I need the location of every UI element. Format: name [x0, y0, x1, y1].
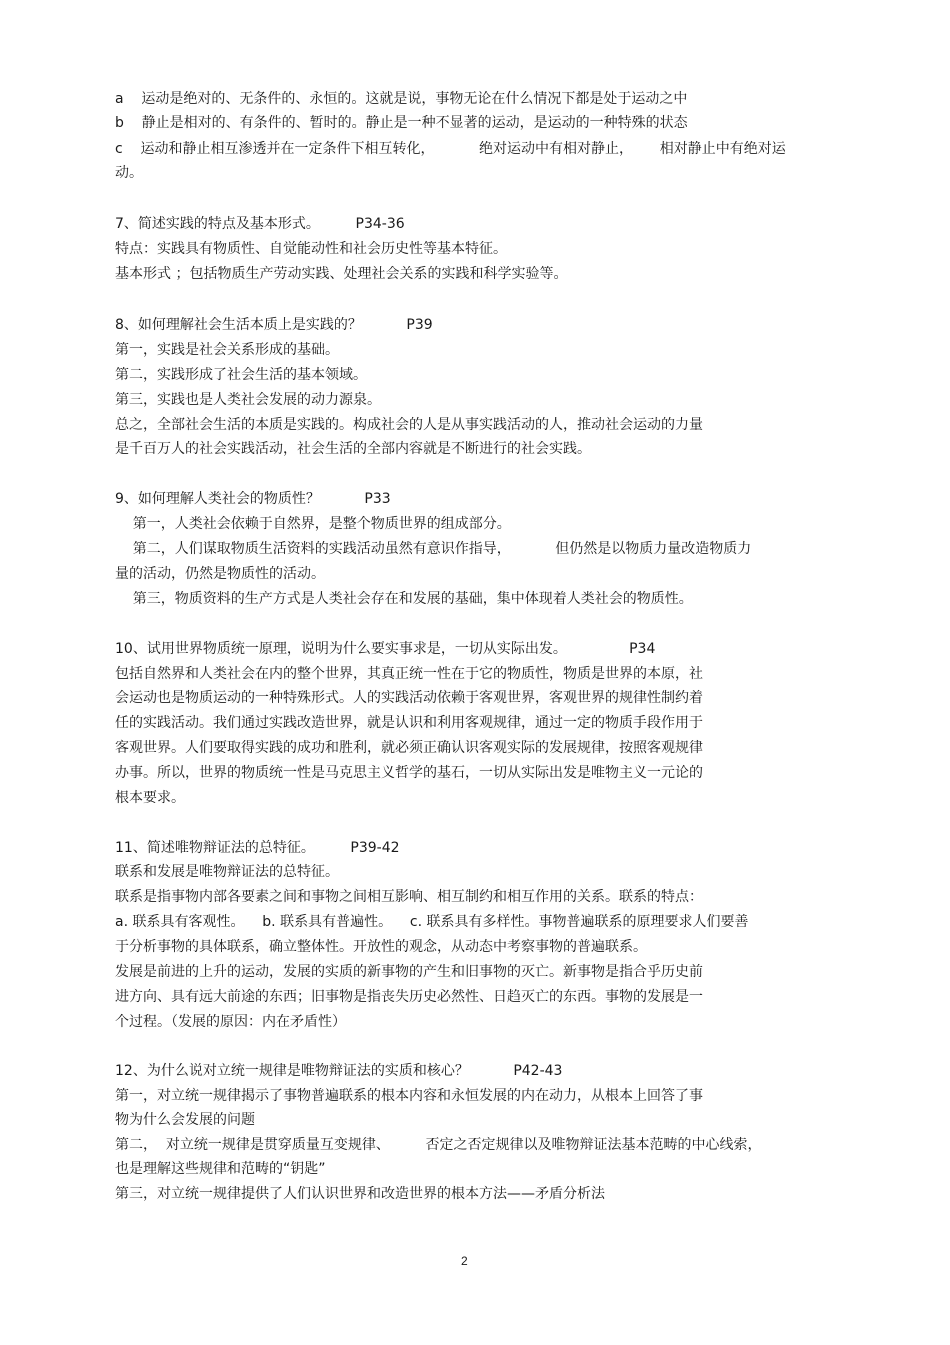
text-line: 第三，实践也是人类社会发展的动力源泉。: [115, 392, 381, 408]
question-heading: 12、为什么说对立统一规律是唯物辩证法的实质和核心？ P42-43: [115, 1063, 563, 1079]
text-line: 第二， 对立统一规律是贯穿质量互变规律、 否定之否定规律以及唯物辩证法基本范畴的中心线索，: [115, 1137, 762, 1153]
text-line: 是千百万人的社会实践活动，社会生活的全部内容就是不断进行的社会实践。: [115, 441, 591, 457]
text-line: 第一，对立统一规律揭示了事物普遍联系的根本内容和永恒发展的内在动力，从根本上回答了事: [115, 1088, 703, 1104]
text-line: 进方向、具有远大前途的东西；旧事物是指丧失历史必然性、日趋灭亡的东西。事物的发展是一: [115, 989, 703, 1005]
text-line: 联系和发展是唯物辩证法的总特征。: [115, 864, 339, 880]
text-line: 任的实践活动。我们通过实践改造世界，就是认识和利用客观规律，通过一定的物质手段作用于: [115, 715, 703, 731]
text-line: 第一，实践是社会关系形成的基础。: [115, 342, 339, 358]
text-line: 会运动也是物质运动的一种特殊形式。人的实践活动依赖于客观世界，客观世界的规律性制约着: [115, 690, 703, 706]
text-line: c 运动和静止相互渗透并在一定条件下相互转化， 绝对运动中有相对静止， 相对静止中有绝对运: [115, 141, 786, 157]
text-line: 包括自然界和人类社会在内的整个世界，其真正统一性在于它的物质性，物质是世界的本原，社: [115, 666, 703, 682]
text-line: 量的活动，仍然是物质性的活动。: [115, 566, 325, 582]
text-line: 特点：实践具有物质性、自觉能动性和社会历史性等基本特征。: [115, 241, 507, 257]
text-line: 客观世界。人们要取得实践的成功和胜利，就必须正确认识客观实际的发展规律，按照客观规律: [115, 740, 703, 756]
text-line: 办事。所以，世界的物质统一性是马克思主义哲学的基石，一切从实际出发是唯物主义一元论的: [115, 765, 703, 781]
text-line: 基本形式 ；包括物质生产劳动实践、处理社会关系的实践和科学实验等。: [115, 266, 568, 282]
text-line: 第二，人们谋取物质生活资料的实践活动虽然有意识作指导， 但仍然是以物质力量改造物质力: [115, 541, 752, 557]
question-heading: 9、如何理解人类社会的物质性？ P33: [115, 491, 391, 507]
question-heading: 10、试用世界物质统一原理，说明为什么要实事求是，一切从实际出发。 P34: [115, 641, 656, 657]
text-line: 发展是前进的上升的运动，发展的实质的新事物的产生和旧事物的灭亡。新事物是指合乎历史前: [115, 964, 703, 980]
text-line: a. 联系具有客观性。 b. 联系具有普遍性。 c. 联系具有多样性。事物普遍联系的原理要求人们要善: [115, 914, 749, 930]
text-line: a 运动是绝对的、无条件的、永恒的。这就是说，事物无论在什么情况下都是处于运动之中: [115, 91, 688, 107]
text-line: 总之，全部社会生活的本质是实践的。构成社会的人是从事实践活动的人，推动社会运动的力量: [115, 417, 703, 433]
text-line: 根本要求。: [115, 790, 185, 806]
text-line: 物为什么会发展的问题: [115, 1112, 255, 1128]
text-line: 也是理解这些规律和范畴的“钥匙”: [115, 1161, 326, 1177]
text-line: 于分析事物的具体联系，确立整体性。开放性的观念，从动态中考察事物的普遍联系。: [115, 939, 647, 955]
question-heading: 8、如何理解社会生活本质上是实践的？ P39: [115, 317, 433, 333]
text-line: 第三，对立统一规律提供了人们认识世界和改造世界的根本方法——矛盾分析法: [115, 1186, 605, 1202]
question-heading: 11、简述唯物辩证法的总特征。 P39-42: [115, 840, 400, 856]
question-heading: 7、简述实践的特点及基本形式。 P34-36: [115, 216, 405, 232]
page-number: 2: [461, 1254, 468, 1268]
text-line: 联系是指事物内部各要素之间和事物之间相互影响、相互制约和相互作用的关系。联系的特点：: [115, 889, 703, 905]
text-line: 个过程。（发展的原因：内在矛盾性）: [115, 1014, 346, 1030]
text-line: 动。: [115, 165, 143, 181]
text-line: b 静止是相对的、有条件的、暂时的。静止是一种不显著的运动，是运动的一种特殊的状态: [115, 115, 688, 131]
text-line: 第一，人类社会依赖于自然界，是整个物质世界的组成部分。: [115, 516, 511, 532]
text-line: 第二，实践形成了社会生活的基本领域。: [115, 367, 367, 383]
text-line: 第三，物质资料的生产方式是人类社会存在和发展的基础，集中体现着人类社会的物质性。: [115, 591, 693, 607]
